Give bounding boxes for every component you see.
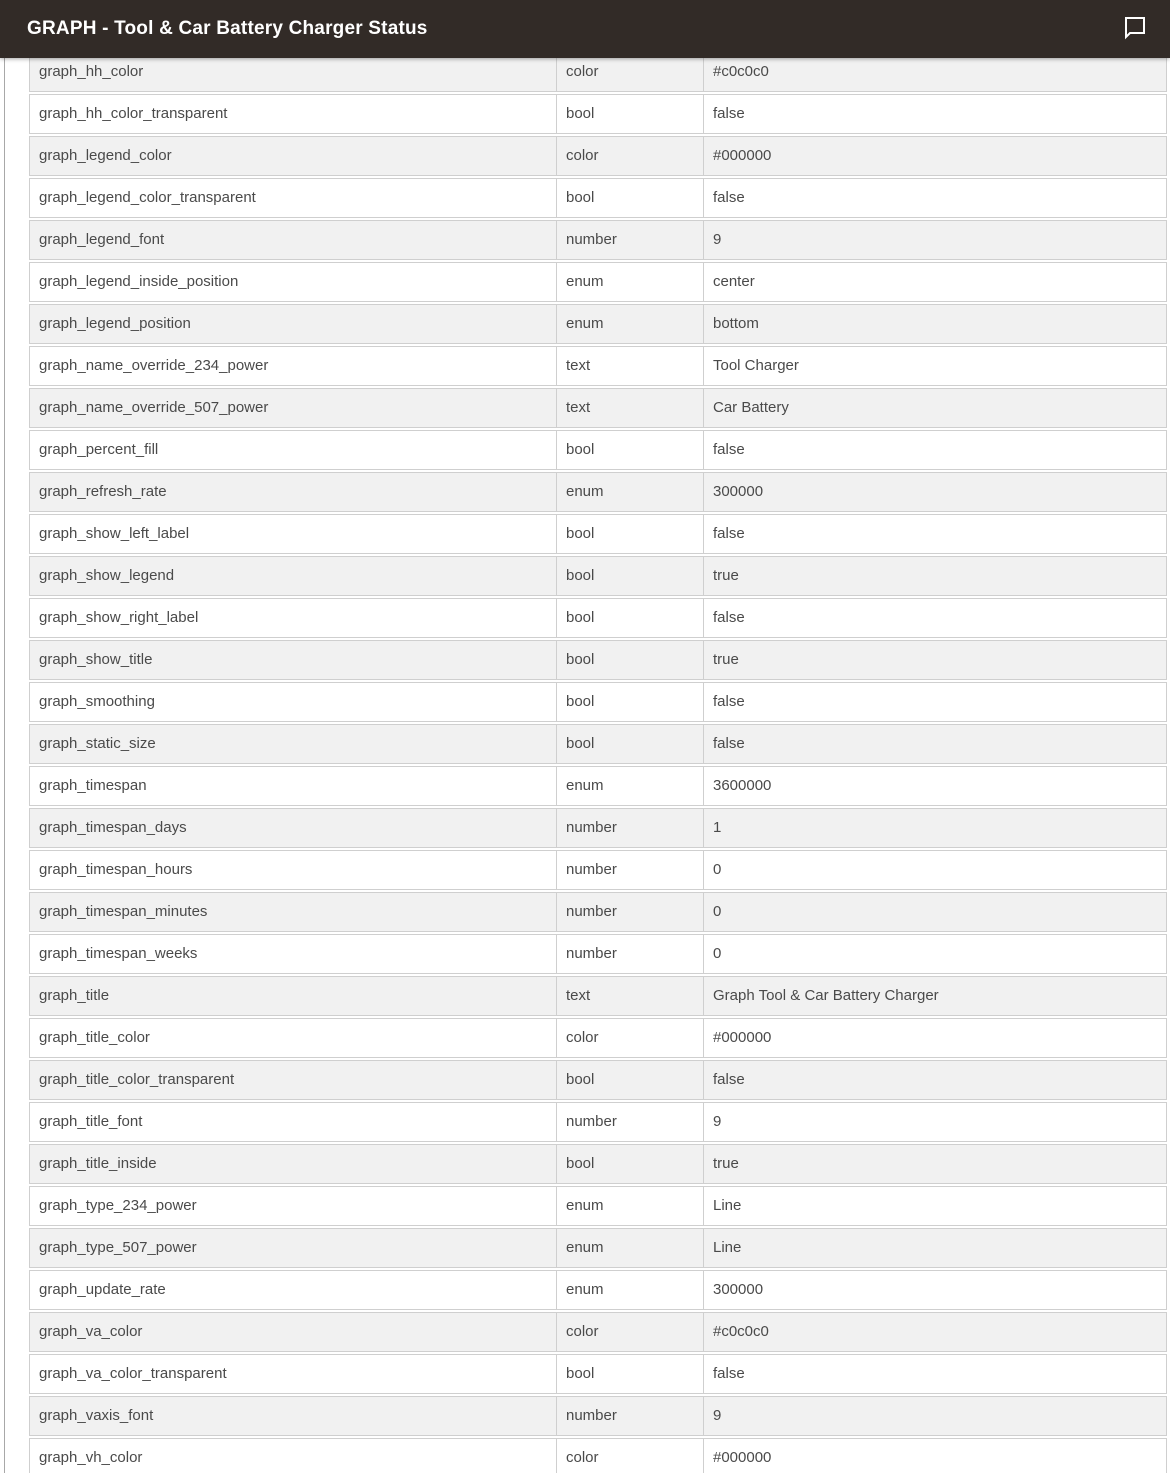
property-value-cell: Graph Tool & Car Battery Charger: [703, 977, 1166, 1015]
table-row[interactable]: [29, 724, 1167, 764]
table-row[interactable]: [29, 556, 1167, 596]
property-value-cell: false: [703, 1355, 1166, 1393]
property-type-cell: enum: [556, 263, 703, 301]
table-row[interactable]: [29, 1228, 1167, 1268]
property-name-cell: graph_show_legend: [39, 567, 175, 584]
table-row[interactable]: [29, 1354, 1167, 1394]
property-name-cell: graph_legend_font: [39, 231, 165, 248]
property-name-cell: graph_legend_position: [39, 315, 191, 332]
property-value-cell: 9: [703, 221, 1166, 259]
property-value-cell: 300000: [703, 473, 1166, 511]
table-row[interactable]: [29, 52, 1167, 92]
property-type-cell: number: [556, 935, 703, 973]
property-type-cell: bool: [556, 1355, 703, 1393]
property-type-cell: bool: [556, 599, 703, 637]
property-value-cell: #000000: [703, 1439, 1166, 1473]
table-row[interactable]: [29, 94, 1167, 134]
property-type-cell: bool: [556, 515, 703, 553]
property-type-cell: color: [556, 1313, 703, 1351]
property-value-cell: false: [703, 725, 1166, 763]
property-type-cell: text: [556, 977, 703, 1015]
property-type-cell: number: [556, 1397, 703, 1435]
property-value-cell: true: [703, 1145, 1166, 1183]
property-type-cell: bool: [556, 557, 703, 595]
property-value-cell: true: [703, 557, 1166, 595]
table-row[interactable]: [29, 1438, 1167, 1473]
table-row[interactable]: [29, 1018, 1167, 1058]
property-name-cell: graph_va_color: [39, 1323, 143, 1340]
property-name-cell: graph_hh_color_transparent: [39, 105, 228, 122]
property-name-cell: graph_vh_color: [39, 1449, 143, 1466]
property-type-cell: text: [556, 389, 703, 427]
property-name-cell: graph_timespan: [39, 777, 147, 794]
property-value-cell: #c0c0c0: [703, 53, 1166, 91]
property-value-cell: Line: [703, 1229, 1166, 1267]
property-type-cell: bool: [556, 431, 703, 469]
table-row[interactable]: [29, 766, 1167, 806]
table-row[interactable]: [29, 1060, 1167, 1100]
property-type-cell: text: [556, 347, 703, 385]
property-type-cell: color: [556, 53, 703, 91]
property-value-cell: 9: [703, 1397, 1166, 1435]
property-value-cell: #000000: [703, 137, 1166, 175]
chat-bubble-icon: [1122, 13, 1148, 41]
property-type-cell: enum: [556, 767, 703, 805]
app-bar: [0, 0, 1170, 58]
property-name-cell: graph_timespan_weeks: [39, 945, 198, 962]
property-type-cell: enum: [556, 1271, 703, 1309]
property-name-cell: graph_static_size: [39, 735, 156, 752]
table-row[interactable]: [29, 178, 1167, 218]
property-name-cell: graph_title_color: [39, 1029, 150, 1046]
table-row[interactable]: [29, 850, 1167, 890]
property-type-cell: enum: [556, 1229, 703, 1267]
table-row[interactable]: [29, 1144, 1167, 1184]
table-row[interactable]: [29, 682, 1167, 722]
property-type-cell: bool: [556, 179, 703, 217]
page-title: GRAPH - Tool & Car Battery Charger Status: [27, 18, 428, 39]
property-type-cell: bool: [556, 1145, 703, 1183]
table-row[interactable]: [29, 262, 1167, 302]
table-row[interactable]: [29, 976, 1167, 1016]
property-type-cell: bool: [556, 725, 703, 763]
property-name-cell: graph_timespan_days: [39, 819, 187, 836]
property-table: [29, 52, 1167, 1473]
property-value-cell: false: [703, 1061, 1166, 1099]
table-row[interactable]: [29, 388, 1167, 428]
property-value-cell: bottom: [703, 305, 1166, 343]
property-name-cell: graph_legend_color_transparent: [39, 189, 256, 206]
table-row[interactable]: [29, 1186, 1167, 1226]
property-type-cell: number: [556, 1103, 703, 1141]
property-type-cell: color: [556, 1439, 703, 1473]
table-row[interactable]: [29, 430, 1167, 470]
property-name-cell: graph_timespan_minutes: [39, 903, 208, 920]
property-type-cell: number: [556, 221, 703, 259]
property-value-cell: 0: [703, 893, 1166, 931]
table-row[interactable]: [29, 136, 1167, 176]
table-row[interactable]: [29, 514, 1167, 554]
property-name-cell: graph_show_left_label: [39, 525, 190, 542]
property-value-cell: false: [703, 179, 1166, 217]
property-name-cell: graph_va_color_transparent: [39, 1365, 227, 1382]
property-name-cell: graph_type_234_power: [39, 1197, 197, 1214]
property-value-cell: true: [703, 641, 1166, 679]
property-type-cell: bool: [556, 641, 703, 679]
property-type-cell: number: [556, 809, 703, 847]
chat-bubble-button[interactable]: [1122, 13, 1148, 41]
property-value-cell: #c0c0c0: [703, 1313, 1166, 1351]
property-value-cell: Line: [703, 1187, 1166, 1225]
property-type-cell: enum: [556, 473, 703, 511]
table-row[interactable]: [29, 934, 1167, 974]
property-name-cell: graph_name_override_234_power: [39, 357, 269, 374]
property-value-cell: false: [703, 683, 1166, 721]
table-row[interactable]: [29, 472, 1167, 512]
property-value-cell: 3600000: [703, 767, 1166, 805]
table-row[interactable]: [29, 220, 1167, 260]
property-name-cell: graph_update_rate: [39, 1281, 166, 1298]
property-value-cell: #000000: [703, 1019, 1166, 1057]
property-type-cell: enum: [556, 1187, 703, 1225]
property-type-cell: bool: [556, 683, 703, 721]
property-name-cell: graph_title: [39, 987, 110, 1004]
property-name-cell: graph_vaxis_font: [39, 1407, 154, 1424]
property-type-cell: enum: [556, 305, 703, 343]
property-name-cell: graph_type_507_power: [39, 1239, 197, 1256]
property-value-cell: 300000: [703, 1271, 1166, 1309]
property-value-cell: center: [703, 263, 1166, 301]
property-type-cell: bool: [556, 95, 703, 133]
property-value-cell: 0: [703, 851, 1166, 889]
property-name-cell: graph_title_color_transparent: [39, 1071, 235, 1088]
property-name-cell: graph_hh_color: [39, 63, 144, 80]
property-value-cell: false: [703, 95, 1166, 133]
table-row[interactable]: [29, 892, 1167, 932]
property-value-cell: Car Battery: [703, 389, 1166, 427]
property-type-cell: bool: [556, 1061, 703, 1099]
table-row[interactable]: [29, 1396, 1167, 1436]
table-row[interactable]: [29, 1102, 1167, 1142]
table-row[interactable]: [29, 808, 1167, 848]
property-name-cell: graph_show_right_label: [39, 609, 199, 626]
property-type-cell: number: [556, 893, 703, 931]
property-name-cell: graph_refresh_rate: [39, 483, 167, 500]
property-value-cell: 0: [703, 935, 1166, 973]
property-type-cell: color: [556, 137, 703, 175]
property-name-cell: graph_name_override_507_power: [39, 399, 269, 416]
property-name-cell: graph_percent_fill: [39, 441, 159, 458]
table-row[interactable]: [29, 598, 1167, 638]
property-name-cell: graph_smoothing: [39, 693, 155, 710]
left-rail-divider: [4, 58, 5, 1473]
table-row[interactable]: [29, 1312, 1167, 1352]
table-row[interactable]: [29, 1270, 1167, 1310]
property-name-cell: graph_title_font: [39, 1113, 143, 1130]
table-row[interactable]: [29, 304, 1167, 344]
table-row[interactable]: [29, 346, 1167, 386]
property-name-cell: graph_show_title: [39, 651, 153, 668]
property-type-cell: number: [556, 851, 703, 889]
property-name-cell: graph_timespan_hours: [39, 861, 193, 878]
property-value-cell: Tool Charger: [703, 347, 1166, 385]
property-name-cell: graph_title_inside: [39, 1155, 157, 1172]
property-value-cell: 1: [703, 809, 1166, 847]
property-value-cell: false: [703, 431, 1166, 469]
property-value-cell: false: [703, 515, 1166, 553]
table-row[interactable]: [29, 640, 1167, 680]
property-type-cell: color: [556, 1019, 703, 1057]
property-name-cell: graph_legend_color: [39, 147, 172, 164]
property-value-cell: false: [703, 599, 1166, 637]
property-name-cell: graph_legend_inside_position: [39, 273, 239, 290]
property-value-cell: 9: [703, 1103, 1166, 1141]
